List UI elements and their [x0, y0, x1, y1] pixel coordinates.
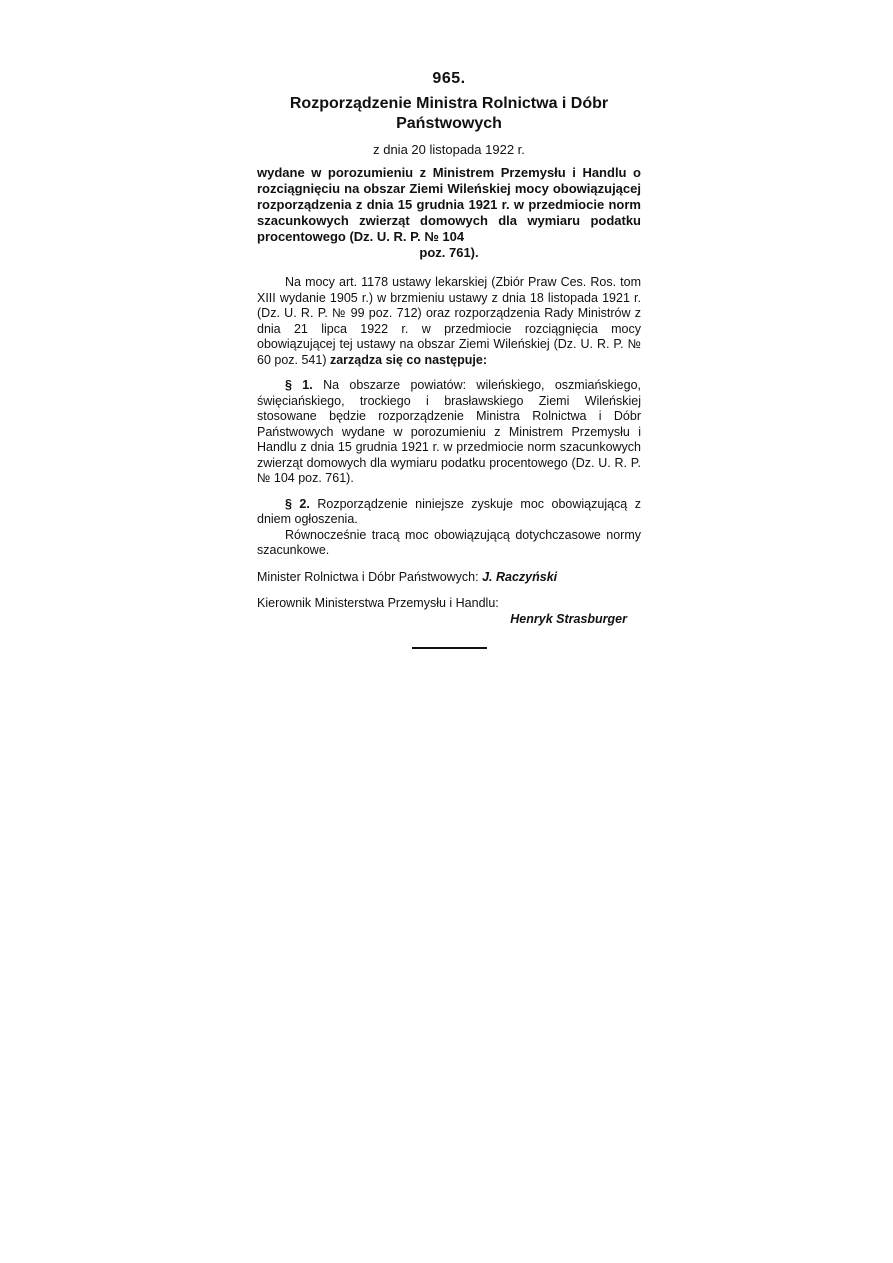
intro-text: wydane w porozumieniu z Ministrem Przemysłu i Handlu o rozciągnięciu na obszar Ziemi Wileńskiej mocy obowiązującej rozporządzenia z dnia 15 grudnia 1921 r. w przedmiocie norm szacunkowych zwierząt domowych dla wymiaru podatku procentowego (Dz. U. R. P. № 104: [257, 165, 641, 244]
intro-text-last: poz. 761).: [419, 245, 479, 260]
section-1-paragraph: [257, 378, 641, 487]
preamble-text: Na mocy art. 1178 ustawy lekarskiej (Zbiór Praw Ces. Ros. tom XIII wydanie 1905 r.) w brzmieniu ustawy z dnia 18 listopada 1921 r. (Dz. U. R. P. № 99 poz. 712) oraz rozporządzenia Rady Ministrów z dnia 21 lipca 1922 r. w przedmiocie rozciągnięcia mocy obowiązującej tej ustawy na obszar Ziemi Wileńskiej (Dz. U. R. P. № 60 poz. 541): [257, 275, 641, 367]
title-line-2: Państwowych: [396, 115, 502, 132]
preamble-paragraph: [257, 275, 641, 368]
section-2-paragraph: [257, 497, 641, 528]
document-page: [257, 70, 641, 649]
section-2-text: Rozporządzenie niniejsze zyskuje moc obowiązującą z dniem ogłoszenia.: [257, 496, 641, 526]
page-number: 965.: [432, 70, 466, 87]
preamble-emphasis: zarządza się co następuje:: [329, 352, 487, 367]
document-title: [257, 94, 641, 134]
section-2-label: § 2.: [285, 496, 310, 511]
director-name: Henryk Strasburger: [510, 611, 627, 626]
section-1-label: § 1.: [285, 378, 313, 392]
section-2-paragraph-2: Równocześnie tracą moc obowiązującą dotychczasowe normy szacunkowe.: [257, 527, 641, 557]
director-role: Kierownik Ministerstwa Przemysłu i Handlu:: [257, 595, 499, 610]
minister-role: Minister Rolnictwa i Dóbr Państwowych:: [257, 569, 479, 584]
section-1-text: Na obszarze powiatów: wileńskiego, oszmiańskiego, święciańskiego, trockiego i brasławskiego Ziemi Wileńskiej stosowane będzie rozporządzenie Ministra Rolnictwa i Dóbr Państwowych wydane w porozumieniu z Ministrem Przemysłu i Handlu z dnia 15 grudnia 1921 r. w przedmiocie norm szacunkowych zwierząt domowych dla wymiaru podatku procentowego (Dz. U. R. P. № 104 poz. 761).: [257, 378, 642, 485]
closing-rule: [412, 647, 487, 649]
minister-name: J. Raczyński: [482, 569, 558, 584]
document-date: z dnia 20 listopada 1922 r.: [373, 142, 525, 157]
title-line-1: Rozporządzenie Ministra Rolnictwa i Dóbr: [289, 95, 609, 112]
minister-signature: [257, 569, 641, 585]
